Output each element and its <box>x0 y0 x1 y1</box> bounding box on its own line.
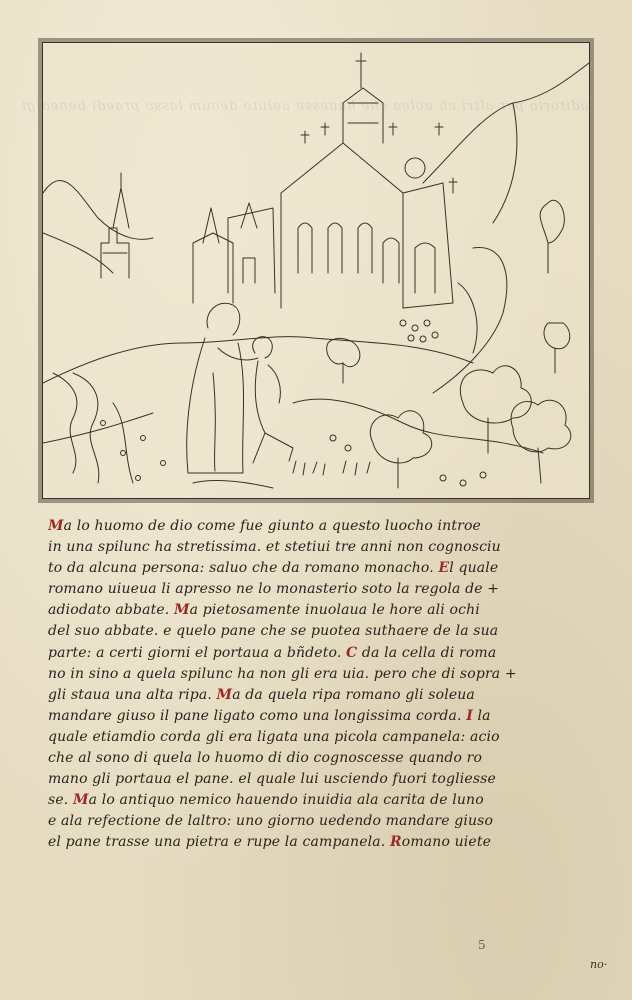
text-segment: mano gli portaua el pane. el quale lui usciendo fuori togliesse <box>48 771 496 788</box>
text-segment: la <box>472 707 491 724</box>
text-line <box>48 769 596 790</box>
text-segment: gli staua una alta ripa. <box>48 686 217 703</box>
text-line <box>48 811 596 832</box>
text-line <box>48 643 596 664</box>
text-line <box>48 558 596 579</box>
manuscript-text <box>48 516 596 854</box>
text-line <box>48 579 596 600</box>
text-line <box>48 516 596 537</box>
text-segment: no in sino a quela spilunc ha non gli era uia. pero che di sopra + <box>48 665 517 682</box>
text-line <box>48 790 596 811</box>
text-segment: parte: a certi giorni el portaua a bñdeto. <box>48 644 347 661</box>
text-segment: omano uiete <box>401 834 492 851</box>
text-segment: mandare giuso il pane ligato como una longissima corda. <box>48 707 467 724</box>
text-segment: se. <box>48 792 73 809</box>
rubric-initial: M <box>72 792 89 809</box>
text-segment: e ala refectione de laltro: uno giorno uedendo mandare giuso <box>48 813 494 830</box>
rubric-initial: E <box>438 560 450 577</box>
text-segment: l quale <box>449 560 499 577</box>
text-segment: che al sono di quela lo huomo di dio cognoscesse quando ro <box>48 750 483 767</box>
catchword: no· <box>590 958 608 971</box>
text-segment: da la cella di roma <box>357 644 497 661</box>
text-line <box>48 685 596 706</box>
text-line <box>48 621 596 642</box>
text-segment: del suo abbate. e quelo pane che se puotea suthaere de la sua <box>48 623 499 640</box>
text-segment: el pane trasse una pietra e rupe la campanela. <box>48 834 390 851</box>
text-line <box>48 537 596 558</box>
text-segment: adiodato abbate. <box>48 602 175 619</box>
illustration-frame <box>20 42 590 499</box>
rubric-initial: R <box>389 834 402 851</box>
bleed-through-text: uditorio per altri ch uolea che hauesse uoluto deoum lasso praedi benedigi <box>20 99 589 114</box>
text-segment: to da alcuna persona: saluo che da romano monacho. <box>48 560 439 577</box>
text-line <box>48 832 596 853</box>
text-line <box>48 706 596 727</box>
text-segment: a da quela ripa romano gli soleua <box>232 686 475 703</box>
text-segment: quale etiamdio corda gli era ligata una picola campanela: acio <box>48 728 500 745</box>
text-line <box>48 664 596 685</box>
rubric-initial: M <box>48 518 64 534</box>
rubric-initial: M <box>216 686 233 703</box>
illustration-drawing <box>20 43 589 498</box>
text-line <box>48 727 596 748</box>
text-segment: a pietosamente inuolaua le hore ali ochi <box>189 602 480 619</box>
rubric-initial: M <box>174 602 190 619</box>
text-segment: a lo huomo de dio come fue giunto a questo luocho introe <box>63 518 481 534</box>
text-line <box>48 748 596 769</box>
text-line <box>48 600 596 621</box>
text-segment: in una spilunc ha stretissima. et stetiui tre anni non cognosciu <box>48 539 501 556</box>
rubric-initial: C <box>346 644 358 661</box>
page-mark: 5 <box>478 938 486 952</box>
rubric-initial: I <box>466 707 473 724</box>
text-segment: a lo antiquo nemico hauendo inuidia ala carita de luno <box>88 792 484 809</box>
text-segment: romano uiueua li apresso ne lo monasterio soto la regola de + <box>48 581 500 598</box>
